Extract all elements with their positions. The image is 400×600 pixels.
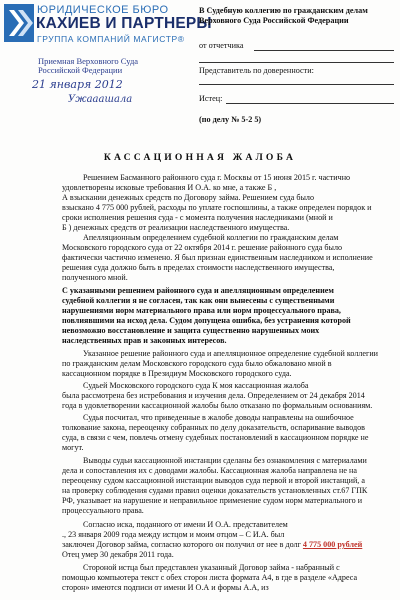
body-line-bold: С указанными решением районного суда и апелляционным определением — [62, 286, 334, 295]
body-line: Судья посчитал, что приведенные в жалобе доводы направлены на ошибочное — [83, 413, 354, 422]
body-line: удовлетворены исковые требования И О.А. ко мне, а также Б , — [62, 183, 277, 192]
body-line: могут. — [62, 443, 84, 452]
body-line: Судьей Московского городского суда К моя кассационная жалоба — [83, 381, 309, 390]
body-line — [62, 540, 362, 550]
court-line-1: В Судебную коллегию по гражданским делам — [199, 6, 368, 15]
logo-top-line: ЮРИДИЧЕСКОЕ БЮРО — [37, 4, 169, 16]
body-line: по гражданским делам Московского городского суда было обжаловано мной в — [62, 359, 332, 368]
document-title: КАССАЦИОННАЯ ЖАЛОБА — [103, 152, 297, 163]
body-line: суда, в связи с чем, повлечь отмену судебных постановлений в кассационном порядке не — [62, 433, 369, 442]
body-line: Согласно иска, поданного от имени И О.А. представителем — [83, 520, 288, 529]
body-line: толкование закона, переоценку собранных по делу доказательств, оспаривание выводов — [62, 423, 365, 432]
body-line: помощью компьютера текст с обех сторон листа формата А4, в где в разделе «Адреса — [62, 573, 358, 582]
body-line-bold: невозможно восстановление и защита существенно нарушенных моих — [62, 326, 320, 335]
from-line — [254, 50, 394, 51]
stamp-line-1: Приемная Верховного Суда — [38, 56, 139, 66]
body-line: Указанное решение районного суда и апелляционное определение судебной коллегии — [83, 349, 378, 358]
body-line-bold: судебной коллегии я не согласен, так как они вынесены с существенными — [62, 296, 335, 305]
representative-line — [199, 84, 394, 85]
body-line: взыскано 4 775 000 рублей, расходы по уплате госпошлины, а также определен порядок и — [62, 203, 372, 212]
body-line: ., 23 января 2009 года между истцом и моим отцом – С И.А. был — [62, 530, 285, 539]
plaintiff-line — [226, 103, 394, 104]
body-line: процессуального права. — [62, 506, 144, 515]
body-line: Решением Басманного районного суда г. Москвы от 15 июня 2015 г. частично — [83, 173, 351, 182]
body-line: фактически частично изменено. Я был признан единственным наследником и исполнение — [62, 253, 373, 262]
from-line-2 — [199, 62, 394, 63]
body-line: года в удовлетворении кассационной жалобы было отказано по формальным основаниям. — [62, 401, 373, 410]
body-line: кассационном порядке в Президиум Московского городского суда. — [62, 369, 292, 378]
body-line: А взыскании денежных средств по Договору займа. Решением суда было — [62, 193, 315, 202]
court-line-2: Верховного Суда Российской Федерации — [199, 16, 349, 25]
stamp-signature: Ужааашала — [68, 94, 133, 105]
firm-logo-mark-icon — [4, 4, 34, 42]
firm-logo — [4, 4, 212, 46]
stamp-line-2: Российской Федерации — [38, 65, 123, 75]
body-line: сроки исполнения решения суда - с момента получения наследниками (мной и — [62, 213, 333, 222]
logo-sub-line: ГРУППА КОМПАНИЙ МАГИСТР® — [37, 34, 185, 44]
body-line: сторон» имеются подписи от имени И О.А и формы А.А, из — [62, 583, 269, 592]
representative-label: Представитель по доверенности: — [199, 66, 314, 75]
case-number: (по делу № 5-2 5) — [199, 115, 262, 124]
body-line: РФ, указывает на нарушение и неправильное применение судом норм материального и — [62, 496, 363, 505]
logo-name: КАХИЕВ И ПАРТНЕРЫ — [36, 15, 212, 32]
body-line: Стороной истца был представлен указанный Договор займа - набранный с — [83, 563, 340, 572]
body-line: переоценку судом кассационной инстанции выводов суда первой и второй инстанций, а — [62, 476, 365, 485]
body-line-text: заключен Договор займа, согласно которого он получил от нее в долг — [62, 540, 301, 549]
plaintiff-label: Истец: — [199, 94, 223, 103]
body-line: на проверку соблюдения судами правил оценки доказательств установленных ст.67 ГПК — [62, 486, 368, 495]
body-line: дела и сопоставления их с доводами жалобы. Кассационная жалоба направлена не на — [62, 466, 357, 475]
from-label: от отчетчика — [199, 41, 244, 50]
body-line: Апелляционным определением судебной коллегии по гражданским делам — [83, 233, 339, 242]
stamp-date: 21 января 2012 — [32, 78, 123, 91]
body-line: Московского городского суда от 22 октября 2014 г. решение районного суда было — [62, 243, 343, 252]
body-line: полученного мной. — [62, 273, 128, 282]
loan-amount: 4 775 000 рублей — [302, 540, 363, 549]
body-line-bold: нарушениями норм материального права или норм процессуального права, — [62, 306, 341, 315]
body-line: решения суда должно быть в пределах стоимости наследственного имущества, — [62, 263, 335, 272]
body-line: Б ) денежных средств от реализации наследственного имущества. — [62, 223, 290, 232]
body-line: была рассмотрена без истребования и изучения дела. Определением от 24 декабря 2014 — [62, 391, 365, 400]
reception-stamp — [28, 50, 156, 108]
body-line: Выводы судьи кассационной инстанции сделаны без ознакомления с материалами — [83, 456, 367, 465]
body-line-bold: наследственных прав и законных интересов. — [62, 336, 227, 345]
body-line: Отец умер 30 декабря 2011 года. — [62, 550, 174, 559]
body-line-bold: повлиявшими на исход дела. Судом допущена ошибка, без устранения которой — [62, 316, 351, 325]
